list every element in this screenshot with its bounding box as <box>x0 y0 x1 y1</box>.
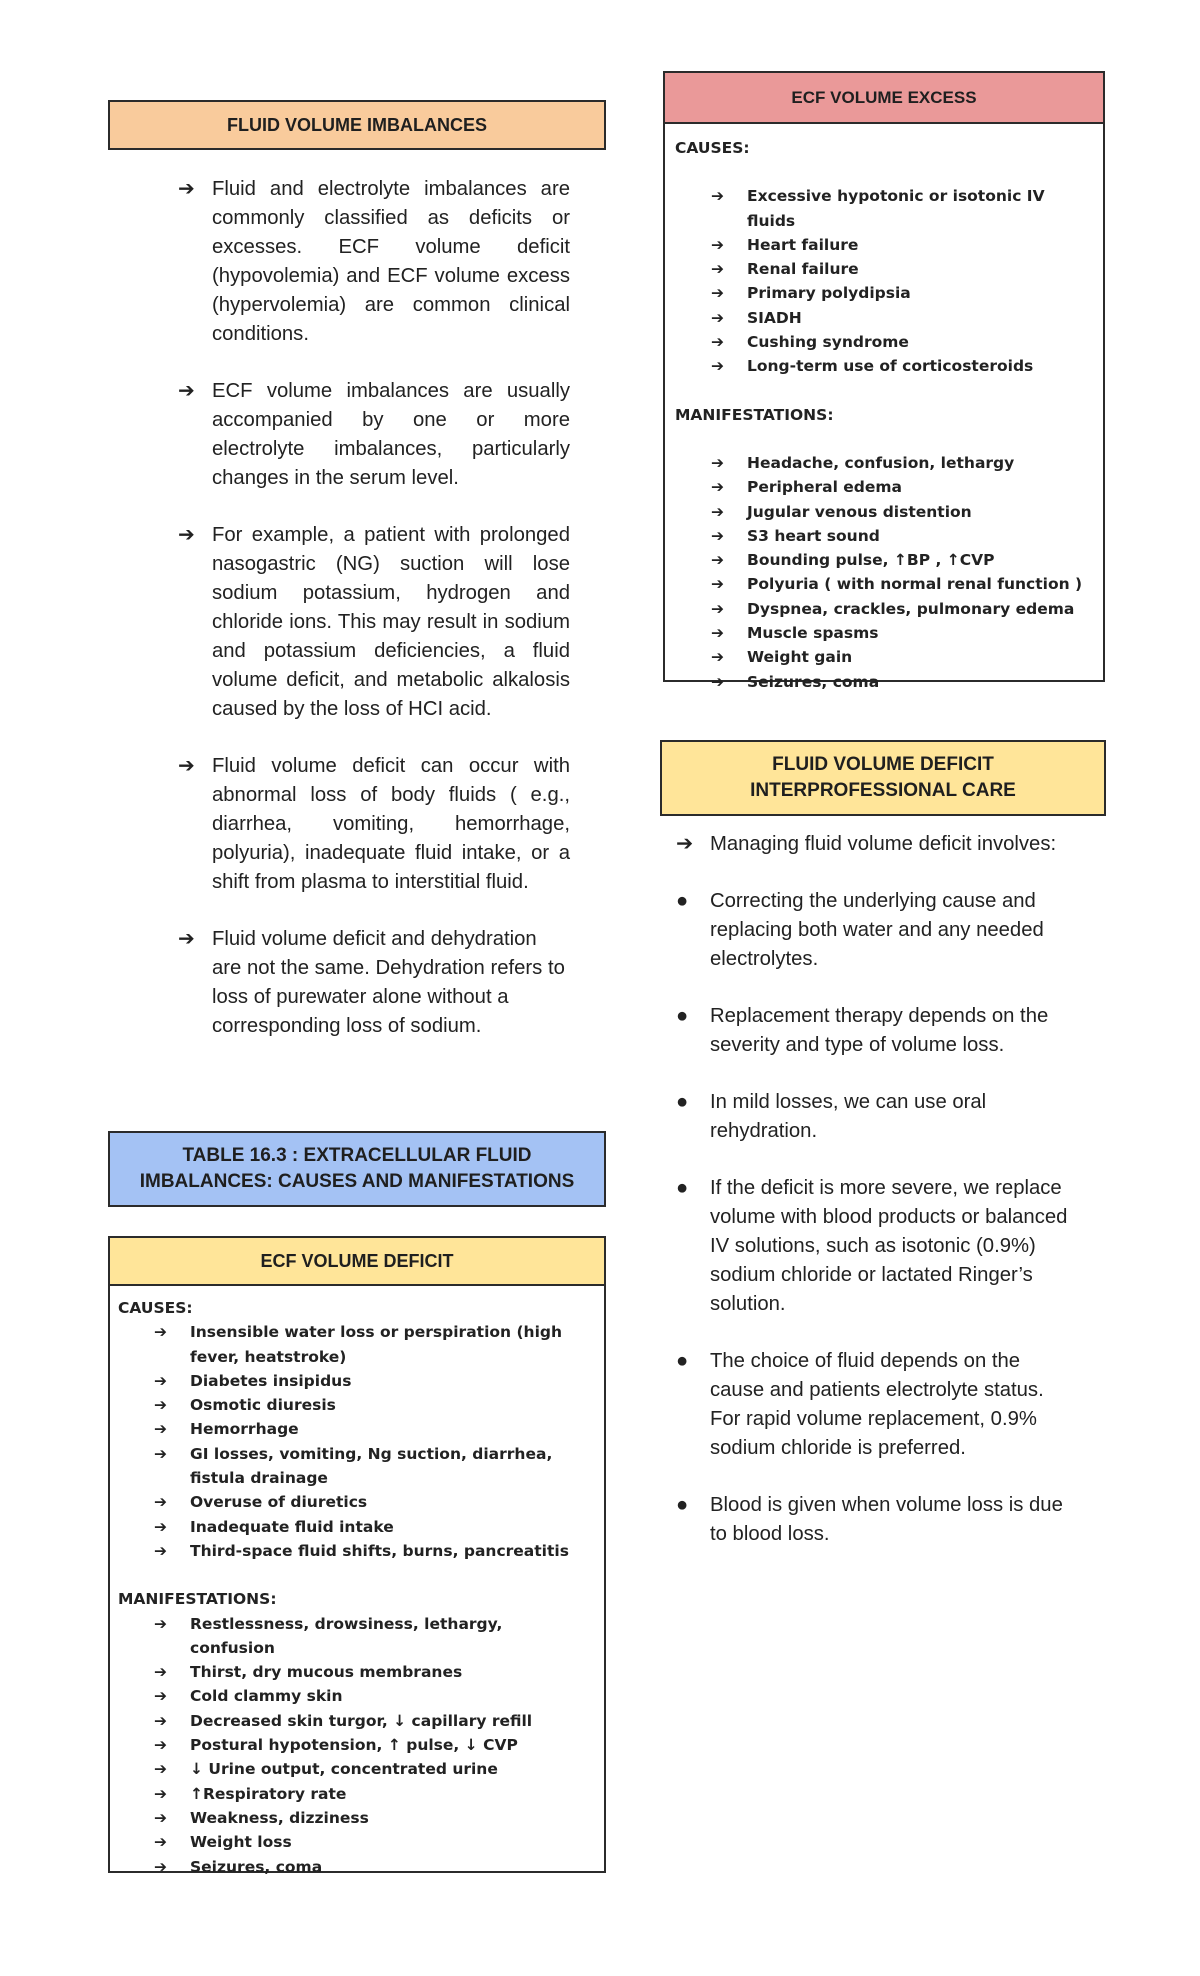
list-item: ➔ SIADH <box>711 306 1095 330</box>
arrow-icon: ➔ <box>154 1663 167 1682</box>
manifestations-label: MANIFESTATIONS: <box>675 405 834 424</box>
arrow-icon: ➔ <box>154 1420 167 1439</box>
arrow-icon: ➔ <box>711 672 724 691</box>
arrow-icon: ➔ <box>154 1371 167 1390</box>
arrow-icon: ➔ <box>711 308 724 327</box>
list-item: ● The choice of fluid depends on the cause and patients electrolyte status. For rapid volume replacement, 0.9% sodium chloride is preferred. <box>676 1347 1076 1463</box>
arrow-icon: ➔ <box>711 284 724 303</box>
list-item: ➔ Headache, confusion, lethargy <box>711 451 1095 475</box>
list-item: ➔ Overuse of diuretics <box>154 1490 590 1514</box>
arrow-icon: ➔ <box>711 187 724 206</box>
arrow-icon: ➔ <box>154 1493 167 1512</box>
list-item: ● Replacement therapy depends on the severity and type of volume loss. <box>676 1002 1076 1060</box>
list-item: ➔ Peripheral edema <box>711 475 1095 499</box>
list-item: ➔ Weakness, dizziness <box>154 1806 590 1830</box>
ecf-volume-deficit-header <box>110 1238 604 1286</box>
arrow-icon: ➔ <box>154 1541 167 1560</box>
table-title-line1: TABLE 16.3 : EXTRACELLULAR FLUID <box>182 1145 532 1166</box>
ecf-volume-deficit-box <box>108 1236 606 1876</box>
list-item: ➔ Restlessness, drowsiness, lethargy, confusion <box>154 1612 590 1661</box>
list-item: ● In mild losses, we can use oral rehydration. <box>676 1088 1076 1146</box>
list-item: ➔ GI losses, vomiting, Ng suction, diarrhea, fistula drainage <box>154 1442 590 1491</box>
causes-list <box>711 184 1095 378</box>
arrow-icon: ➔ <box>711 235 724 254</box>
arrow-icon: ➔ <box>154 1614 167 1633</box>
arrow-icon: ➔ <box>154 1833 167 1852</box>
list-item: ➔ ↑Respiratory rate <box>154 1782 590 1806</box>
arrow-icon: ➔ <box>711 333 724 352</box>
arrow-icon: ➔ <box>711 502 724 521</box>
list-item: ➔ Hemorrhage <box>154 1417 590 1441</box>
arrow-icon: ➔ <box>154 1444 167 1463</box>
list-item: ➔ Third-space fluid shifts, burns, pancreatitis <box>154 1539 590 1563</box>
bullet-icon: ● <box>676 1005 689 1027</box>
list-item: ➔ Weight gain <box>711 645 1095 669</box>
list-item: ➔ Fluid volume deficit and dehydration are not the same. Dehydration refers to loss of purewater alone without a corresponding loss of sodium. <box>178 925 570 1041</box>
deficit-care-content <box>676 830 1076 1577</box>
manifestations-list <box>711 451 1095 694</box>
ecf-volume-excess-header <box>665 73 1103 124</box>
causes-list <box>154 1320 590 1563</box>
deficit-care-header <box>660 740 1106 816</box>
list-item: ➔ Polyuria ( with normal renal function ) <box>711 572 1095 596</box>
arrow-icon: ➔ <box>154 1323 167 1342</box>
list-item: ➔ Weight loss <box>154 1830 590 1854</box>
list-item: ● Blood is given when volume loss is due to blood loss. <box>676 1491 1076 1549</box>
list-item: ➔ Long-term use of corticosteroids <box>711 354 1095 378</box>
fluid-volume-imbalances-header <box>108 100 606 150</box>
ecf-volume-deficit-title: ECF VOLUME DEFICIT <box>260 1251 454 1271</box>
list-item: ➔ S3 heart sound <box>711 524 1095 548</box>
list-item: ➔ For example, a patient with prolonged nasogastric (NG) suction will lose sodium potassium, hydrogen and chloride ions. This may result in sodium and potassium deficiencies, a fluid volume deficit, and metabolic alkalosis caused by the loss of HCI acid. <box>178 521 570 724</box>
deficit-care-title-line2: INTERPROFESSIONAL CARE <box>750 780 1016 801</box>
arrow-icon: ➔ <box>711 551 724 570</box>
bullet-icon: ● <box>676 1494 689 1516</box>
arrow-icon: ➔ <box>154 1760 167 1779</box>
list-item: ➔ Thirst, dry mucous membranes <box>154 1660 590 1684</box>
bullet-icon: ● <box>676 890 689 912</box>
list-item: ➔ Jugular venous distention <box>711 500 1095 524</box>
bullet-icon: ● <box>676 1091 689 1113</box>
arrow-icon: ➔ <box>154 1736 167 1755</box>
list-item: ➔ Osmotic diuresis <box>154 1393 590 1417</box>
causes-label: CAUSES: <box>675 139 750 157</box>
arrow-icon: ➔ <box>178 928 195 950</box>
arrow-icon: ➔ <box>711 648 724 667</box>
arrow-icon: ➔ <box>154 1857 167 1876</box>
arrow-icon: ➔ <box>711 357 724 376</box>
bullet-icon: ● <box>676 1177 689 1199</box>
list-item: ➔ Seizures, coma <box>711 670 1095 694</box>
list-item: ➔ Renal failure <box>711 257 1095 281</box>
list-item: ➔ Managing fluid volume deficit involves: <box>676 830 1076 859</box>
causes-label: CAUSES: <box>118 1299 193 1317</box>
arrow-icon: ➔ <box>178 178 195 200</box>
fluid-volume-imbalances-points <box>178 175 570 1069</box>
arrow-icon: ➔ <box>711 260 724 279</box>
list-item: ● Correcting the underlying cause and replacing both water and any needed electrolytes. <box>676 887 1076 974</box>
manifestations-label: MANIFESTATIONS: <box>118 1590 277 1609</box>
arrow-icon: ➔ <box>154 1396 167 1415</box>
deficit-care-title-line1: FLUID VOLUME DEFICIT <box>772 754 994 775</box>
arrow-icon: ➔ <box>676 833 693 855</box>
list-item: ➔ Muscle spasms <box>711 621 1095 645</box>
arrow-icon: ➔ <box>711 478 724 497</box>
ecf-volume-excess-box <box>663 71 1105 691</box>
list-item: ➔ Fluid and electrolyte imbalances are commonly classified as deficits or excesses. ECF volume deficit (hypovolemia) and ECF volume excess (hypervolemia) are common clinical conditions. <box>178 175 570 349</box>
list-item: ➔ Insensible water loss or perspiration (high fever, heatstroke) <box>154 1320 590 1369</box>
list-item: ➔ Cold clammy skin <box>154 1684 590 1708</box>
arrow-icon: ➔ <box>711 526 724 545</box>
arrow-icon: ➔ <box>178 380 195 402</box>
list-item: ➔ ECF volume imbalances are usually accompanied by one or more electrolyte imbalances, particularly changes in the serum level. <box>178 377 570 493</box>
list-item: ➔ Inadequate fluid intake <box>154 1515 590 1539</box>
arrow-icon: ➔ <box>154 1808 167 1827</box>
arrow-icon: ➔ <box>711 599 724 618</box>
table-title-line2: IMBALANCES: CAUSES AND MANIFESTATIONS <box>139 1171 575 1192</box>
list-item: ➔ Excessive hypotonic or isotonic IV fluids <box>711 184 1095 233</box>
list-item: ➔ Postural hypotension, ↑ pulse, ↓ CVP <box>154 1733 590 1757</box>
list-item: ➔ Heart failure <box>711 233 1095 257</box>
list-item: ➔ Decreased skin turgor, ↓ capillary refill <box>154 1709 590 1733</box>
table-title <box>108 1131 606 1207</box>
ecf-volume-excess-title: ECF VOLUME EXCESS <box>791 87 977 107</box>
list-item: ➔ Primary polydipsia <box>711 281 1095 305</box>
manifestations-list <box>154 1612 590 1879</box>
arrow-icon: ➔ <box>711 624 724 643</box>
arrow-icon: ➔ <box>154 1784 167 1803</box>
ecf-volume-deficit-content <box>110 1286 604 1879</box>
arrow-icon: ➔ <box>154 1711 167 1730</box>
list-item: ➔ Seizures, coma <box>154 1855 590 1879</box>
bullet-icon: ● <box>676 1350 689 1372</box>
ecf-volume-excess-content <box>665 124 1103 694</box>
list-item: ➔ Bounding pulse, ↑BP , ↑CVP <box>711 548 1095 572</box>
arrow-icon: ➔ <box>154 1517 167 1536</box>
arrow-icon: ➔ <box>154 1687 167 1706</box>
list-item: ● If the deficit is more severe, we replace volume with blood products or balanced IV solutions, such as isotonic (0.9%) sodium chloride or lactated Ringer’s solution. <box>676 1174 1076 1319</box>
list-item: ➔ Diabetes insipidus <box>154 1369 590 1393</box>
list-item: ➔ ↓ Urine output, concentrated urine <box>154 1757 590 1781</box>
list-item: ➔ Fluid volume deficit can occur with abnormal loss of body fluids ( e.g., diarrhea, vomiting, hemorrhage, polyuria), inadequate fluid intake, or a shift from plasma to interstitial fluid. <box>178 752 570 897</box>
arrow-icon: ➔ <box>711 575 724 594</box>
arrow-icon: ➔ <box>711 453 724 472</box>
arrow-icon: ➔ <box>178 755 195 777</box>
list-item: ➔ Cushing syndrome <box>711 330 1095 354</box>
list-item: ➔ Dyspnea, crackles, pulmonary edema <box>711 597 1095 621</box>
fluid-volume-imbalances-title: FLUID VOLUME IMBALANCES <box>227 115 487 135</box>
arrow-icon: ➔ <box>178 524 195 546</box>
